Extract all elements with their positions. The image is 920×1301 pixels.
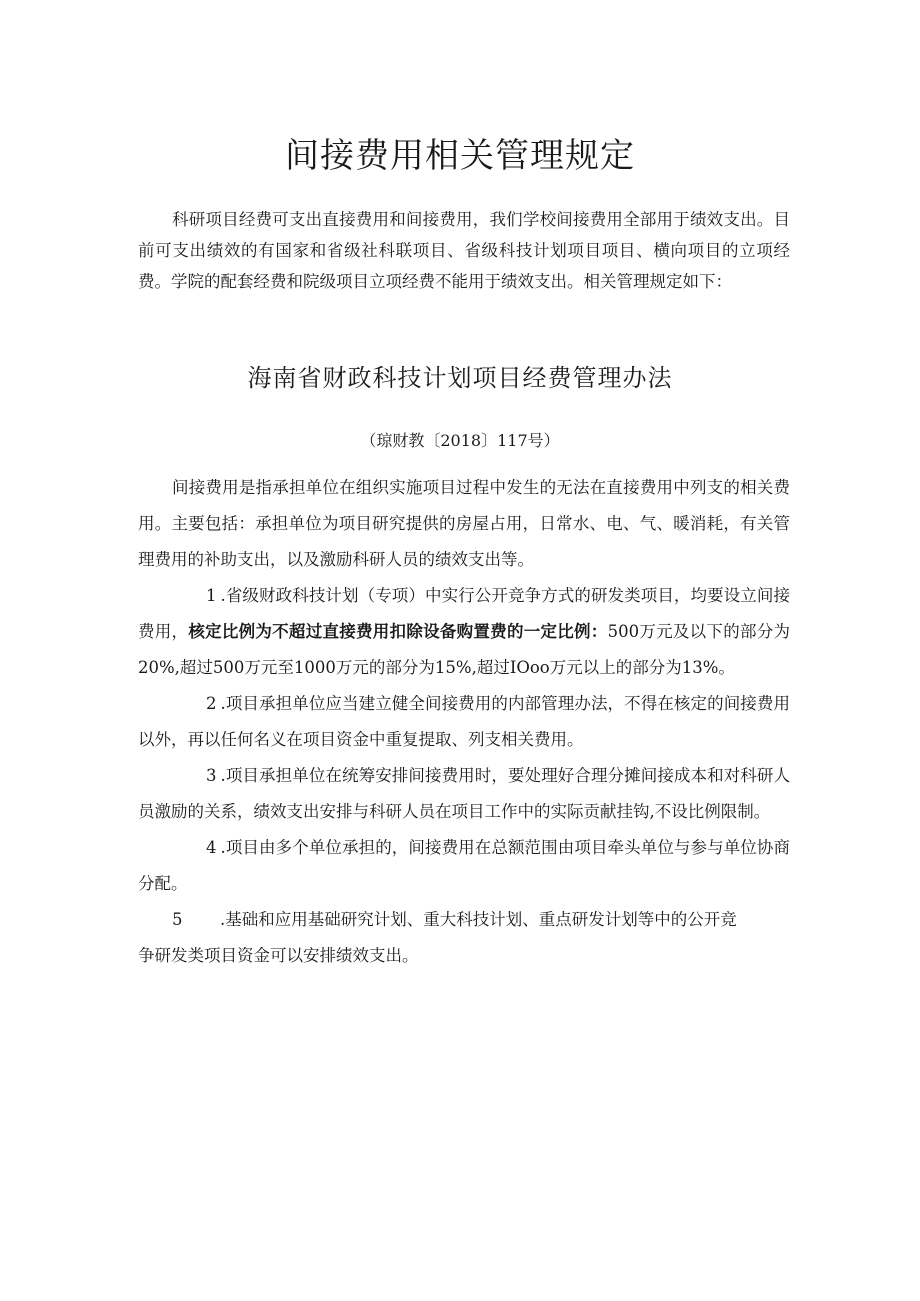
document-title: 间接费用相关管理规定	[285, 136, 635, 176]
regulation-title: 海南省财政科技计划项目经费管理办法	[247, 364, 673, 392]
intro-paragraph: 科研项目经费可支出直接费用和间接费用，我们学校间接费用全部用于绩效支出。目前可支出绩效的有国家和省级社科联项目、省级科技计划项目项目、横向项目的立项经费。学院的配套经费和院级项目立项经费不能用于绩效支出。相关管理规定如下：	[138, 210, 790, 291]
list-item-text: .项目由多个单位承担的，间接费用在总额范围由项目牵头单位与参与单位协商分配。	[138, 838, 790, 893]
definition-paragraph: 间接费用是指承担单位在组织实施项目过程中发生的无法在直接费用中列支的相关费用。主要包括：承担单位为项目研究提供的房屋占用，日常水、电、气、暖消耗，有关管理费用的补助支出，以及激励科研人员的绩效支出等。	[138, 478, 790, 569]
list-item-number: 4	[206, 838, 217, 857]
list-item-5-continuation: 争研发类项目资金可以安排绩效支出。	[138, 946, 419, 965]
list-item-5	[138, 902, 790, 938]
list-item-number: 1	[206, 586, 217, 605]
document-number: （琼财教〔2018〕117号）	[360, 431, 560, 450]
list-item-3	[138, 758, 790, 830]
list-item-text: .基础和应用基础研究计划、重大科技计划、重点研发计划等中的公开竞	[220, 910, 737, 929]
list-item-2	[138, 686, 790, 758]
list-item-text: .项目承担单位在统筹安排间接费用时，要处理好合理分摊间接成本和对科研人员激励的关系，绩效支出安排与科研人员在项目工作中的实际贡献挂钩,不设比例限制。	[138, 766, 790, 821]
list-item-text: .项目承担单位应当建立健全间接费用的内部管理办法，不得在核定的间接费用以外，再以任何名义在项目资金中重复提取、列支相关费用。	[138, 694, 790, 749]
list-item-emphasis: 核定比例为不超过直接费用扣除设备购置费的一定比例：	[188, 622, 608, 641]
regulation-body	[138, 470, 790, 974]
list-item-number: 2	[206, 694, 217, 713]
list-item-text: .省级财政科技计划（专项）中实行公开竞争方式的研发类项目，均要设立间接费用，	[138, 586, 790, 641]
list-item-1	[138, 578, 790, 686]
list-item-number: 3	[206, 766, 217, 785]
list-item-4	[138, 830, 790, 902]
list-item-number: 5	[172, 910, 183, 929]
list-item-text: 500万元及以下的部分为20%,超过500万元至1000万元的部分为15%,超过IOoo万元以上的部分为13%。	[138, 622, 791, 677]
